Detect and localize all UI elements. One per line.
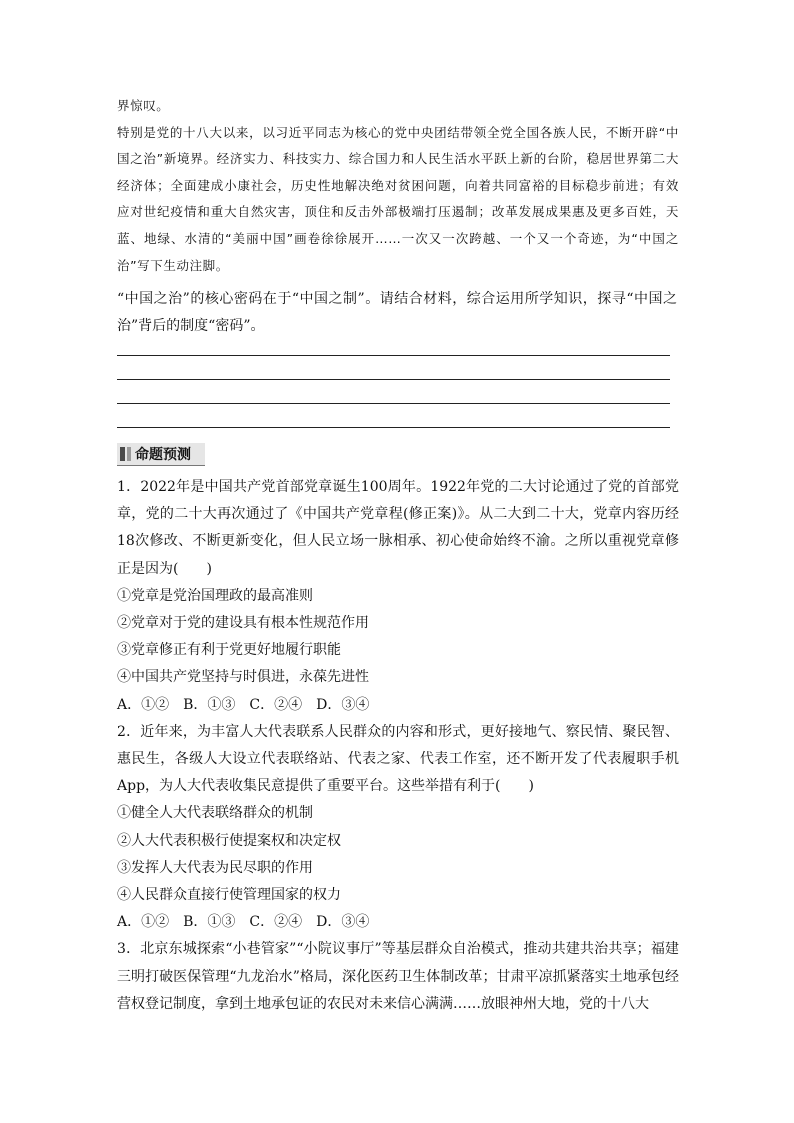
question-1-option: ①党章是党治国理政的最高准则 <box>117 587 313 604</box>
question-1-option: ③党章修正有利于党更好地履行职能 <box>117 642 341 659</box>
material-line: 界惊叹。 <box>117 98 170 113</box>
answer-line <box>117 379 670 380</box>
question-3-stem: 3．北京东城探索“小巷管家”“小院议事厅”等基层群众自治模式，推动共建共治共享；福建三明打破医保管理“九龙治水”格局，深化医药卫生体制改革；甘肃平凉抓紧落实土地承包经营权登记制度，拿到土地承包证的农民对未来信心满满……放眼神州大地，党的十八大 <box>117 941 679 1012</box>
question-2-option: ③发挥人大代表为民尽职的作用 <box>117 859 313 876</box>
section-marker-icon <box>127 447 131 461</box>
material-text <box>117 93 679 279</box>
answer-line <box>117 403 670 404</box>
question-prompt: “中国之治”的核心密码在于“中国之制”。请结合材料，综合运用所学知识，探寻“中国之治”背后的制度“密码”。 <box>117 291 677 334</box>
question-2-option: ②人大代表积极行使提案权和决定权 <box>117 832 341 849</box>
question-1-choices: A．①② B．①③ C．②④ D．③④ <box>117 696 370 713</box>
question-1-stem: 1．2022年是中国共产党首部党章诞生100周年。1922年党的二大讨论通过了党的首部党章，党的二十大再次通过了《中国共产党章程(修正案)》。从二大到二十大，党章内容历经18次修改、不断更新变化，但人民立场一脉相承、初心使命始终不渝。之所以重视党章修正是因为( ) <box>117 479 679 577</box>
question-2-choices: A．①② B．①③ C．②④ D．③④ <box>117 914 370 931</box>
question-1-option: ②党章对于党的建设具有根本性规范作用 <box>117 615 369 632</box>
question-1-option: ④中国共产党坚持与时俱进，永葆先进性 <box>117 669 369 686</box>
answer-line <box>117 355 670 356</box>
question-list <box>117 474 679 1018</box>
section-marker-icon <box>120 447 125 461</box>
answer-line <box>117 427 670 428</box>
question-2-option: ④人民群众直接行使管理国家的权力 <box>117 887 341 904</box>
section-title: 命题预测 <box>135 447 191 463</box>
material-paragraph: 特别是党的十八大以来，以习近平同志为核心的党中央团结带领全党全国各族人民，不断开辟“中国之治”新境界。经济实力、科技实力、综合国力和人民生活水平跃上新的台阶，稳居世界第二大经济体；全面建成小康社会，历史性地解决绝对贫困问题，向着共同富裕的目标稳步前进；有效应对世纪疫情和重大自然灾害，顶住和反击外部极端打压遏制；改革发展成果惠及更多百姓，天蓝、地绿、水清的“美丽中国”画卷徐徐展开……一次又一次跨越、一个又一个奇迹，为“中国之治”写下生动注脚。 <box>117 124 679 273</box>
question-2-option: ①健全人大代表联络群众的机制 <box>117 805 313 822</box>
section-divider <box>117 465 205 466</box>
section-header <box>117 443 205 465</box>
question-2-stem: 2．近年来，为丰富人大代表联系人民群众的内容和形式，更好接地气、察民情、聚民智、惠民生，各级人大设立代表联络站、代表之家、代表工作室，还不断开发了代表履职手机App，为人大代表收集民意提供了重要平台。这些举措有利于( ) <box>117 723 679 795</box>
